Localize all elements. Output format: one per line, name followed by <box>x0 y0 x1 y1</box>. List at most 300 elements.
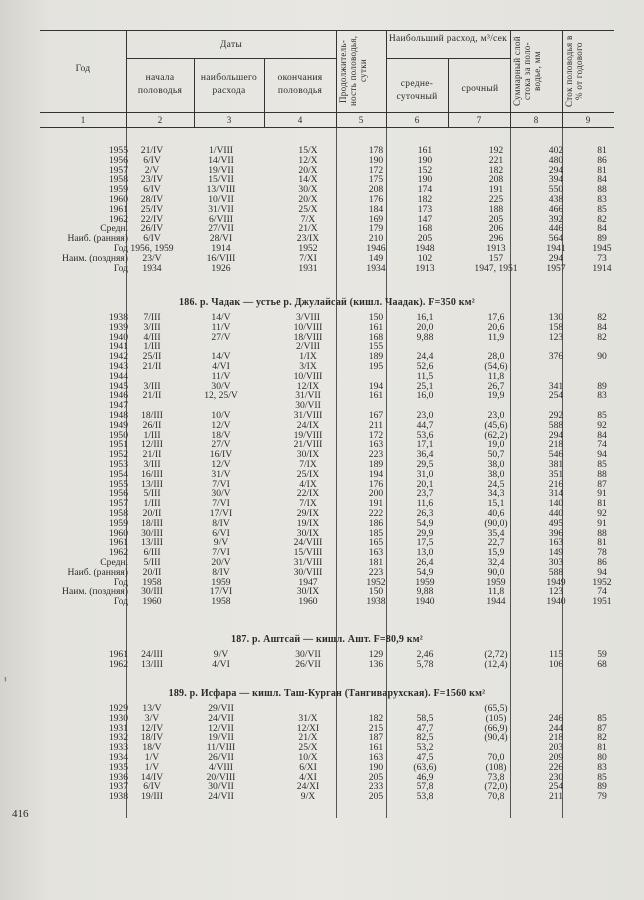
cell-daily-mean: 152 <box>417 164 433 176</box>
cell-peak-date: 12, 25/V <box>204 390 238 402</box>
cell-year: 1940 <box>108 331 128 343</box>
cell-instant: 70,0 <box>487 751 505 763</box>
cell-end-date: 12/X <box>298 154 318 166</box>
cell-daily-mean: 147 <box>417 213 433 225</box>
cell-duration: 190 <box>368 761 384 773</box>
cell-start-date: 6/IV <box>143 233 161 245</box>
cell-year: 1958 <box>108 174 128 186</box>
cell-duration: 1938 <box>366 596 386 608</box>
cell-daily-mean: 53,8 <box>416 791 434 803</box>
cell-peak-date: 6/VI <box>212 527 230 539</box>
cell-runoff: 466 <box>548 203 564 215</box>
header-peak: наибольшего расхода <box>200 73 258 96</box>
header-duration: Продолжитель-ность половодья, сутки <box>338 35 368 107</box>
cell-runoff: 381 <box>548 458 564 470</box>
cell-runoff: 294 <box>548 429 564 441</box>
cell-end-date: 30/VII <box>295 649 321 660</box>
cell-duration: 208 <box>368 184 384 196</box>
cell-start-date: 30/III <box>141 586 163 598</box>
cell-share: 86 <box>597 556 607 568</box>
cell-end-date: 31/X <box>298 712 318 724</box>
cell-share: 88 <box>597 184 607 196</box>
cell-year: 1962 <box>108 658 128 670</box>
cell-share: 88 <box>597 468 607 480</box>
cell-instant: (65,5) <box>484 703 508 714</box>
cell-instant: 22,7 <box>487 537 505 549</box>
cell-duration: 189 <box>368 458 384 470</box>
cell-year: 1955 <box>108 478 128 490</box>
cell-year: Наиб. (ранняя) <box>67 566 128 578</box>
cell-runoff: 158 <box>548 321 564 333</box>
cell-start-date: 21/II <box>142 360 162 372</box>
cell-end-date: 24/IX <box>296 419 320 431</box>
cell-year: 1961 <box>108 649 128 660</box>
cell-end-date: 4/IX <box>299 478 317 490</box>
cell-year: Наиб. (ранняя) <box>67 233 128 245</box>
cell-end-date: 19/IX <box>296 517 320 529</box>
cell-duration: 167 <box>368 409 384 421</box>
cell-daily-mean: 190 <box>417 174 433 186</box>
cell-runoff: 588 <box>548 419 564 431</box>
cell-daily-mean: 16,1 <box>416 312 434 323</box>
cell-peak-date: 27/VII <box>208 223 234 235</box>
section-title-isfara: 189. р. Исфара — кишл. Таш-Курган (Тангиварухская). F=1560 км² <box>168 688 486 699</box>
cell-year: Наим. (поздняя) <box>62 586 128 598</box>
cell-duration: 205 <box>368 771 384 783</box>
cell-end-date: 31/VIII <box>293 409 323 421</box>
block-1 <box>40 146 614 273</box>
cell-daily-mean: 11,6 <box>416 498 434 510</box>
cell-year: 1942 <box>108 351 128 363</box>
cell-instant: 34,3 <box>487 488 505 500</box>
cell-year: 1958 <box>108 507 128 519</box>
cell-share: 89 <box>597 233 607 245</box>
cell-runoff: 149 <box>548 547 564 559</box>
cell-runoff: 209 <box>548 751 564 763</box>
cell-instant: 40,6 <box>487 507 505 519</box>
cell-peak-date: 17/VI <box>209 507 233 519</box>
cell-share: 80 <box>597 751 607 763</box>
cell-year: 1932 <box>108 732 128 744</box>
cell-year: 1949 <box>108 419 128 431</box>
cell-share: 81 <box>597 164 607 176</box>
cell-daily-mean: 26,3 <box>416 507 434 519</box>
cell-runoff: 546 <box>548 449 564 461</box>
cell-duration: 150 <box>368 312 384 323</box>
cell-start-date: 25/IV <box>140 203 164 215</box>
cell-runoff: 402 <box>548 145 564 156</box>
cell-start-date: 21/II <box>142 390 162 402</box>
cell-runoff: 294 <box>548 164 564 176</box>
cell-instant: (62,2) <box>484 429 508 441</box>
cell-daily-mean: 82,5 <box>416 732 434 744</box>
cell-start-date: 1958 <box>142 576 162 588</box>
cell-end-date: 21/X <box>298 732 318 744</box>
cell-share: 94 <box>597 449 607 461</box>
section-title-chadak: 186. р. Чадак — устье р. Джулайсай (кишл. Чаадак). F=350 км² <box>179 297 475 308</box>
cell-share: 83 <box>597 193 607 205</box>
cell-duration: 1952 <box>366 576 386 588</box>
cell-duration: 165 <box>368 537 384 549</box>
cell-daily-mean: 44,7 <box>416 419 434 431</box>
cell-year: 1934 <box>108 751 128 763</box>
header-max-discharge: Наибольший расход, м³/сек <box>388 34 508 44</box>
cell-share: 73 <box>597 252 607 264</box>
cell-end-date: 1960 <box>298 596 318 608</box>
cell-year: 1945 <box>108 380 128 392</box>
cell-daily-mean: 29,5 <box>416 458 434 470</box>
cell-peak-date: 11/V <box>211 321 231 333</box>
cell-year: 1961 <box>108 537 128 549</box>
cell-daily-mean: 54,9 <box>416 566 434 578</box>
cell-share: 91 <box>597 517 607 529</box>
cell-start-date: 13/III <box>141 478 163 490</box>
cell-duration: 190 <box>368 154 384 166</box>
cell-peak-date: 12/V <box>211 458 231 470</box>
cell-peak-date: 14/VII <box>208 154 234 166</box>
cell-end-date: 1947 <box>298 576 318 588</box>
header-flood-share: Сток половодья в % от годового <box>564 35 584 107</box>
cell-peak-date: 15/VII <box>208 174 234 186</box>
cell-duration: 163 <box>368 547 384 559</box>
cell-start-date: 3/III <box>143 321 161 333</box>
cell-duration: 1934 <box>366 262 386 274</box>
cell-end-date: 10/X <box>298 751 318 763</box>
cell-instant: 38,0 <box>487 468 505 480</box>
cell-start-date: 5/III <box>143 488 161 500</box>
cell-duration: 161 <box>368 742 384 754</box>
header-total-runoff: Суммарный слой стока за поло-водье, мм <box>512 36 542 106</box>
cell-end-date: 20/X <box>298 164 318 176</box>
table-row <box>40 660 614 670</box>
table-row <box>40 597 614 607</box>
cell-daily-mean: 17,1 <box>416 439 434 451</box>
cell-peak-date: 10/V <box>211 409 231 421</box>
cell-duration: 150 <box>368 586 384 598</box>
cell-duration: 189 <box>368 351 384 363</box>
cell-runoff: 1957 <box>546 262 566 274</box>
cell-share: 84 <box>597 321 607 333</box>
cell-peak-date: 16/VIII <box>206 252 236 264</box>
cell-runoff: 314 <box>548 488 564 500</box>
cell-start-date: 3/III <box>143 458 161 470</box>
cell-daily-mean: 190 <box>417 154 433 166</box>
cell-peak-date: 4/VIII <box>209 761 233 773</box>
cell-year: 1935 <box>108 761 128 773</box>
cell-year: 1948 <box>108 409 128 421</box>
cell-year: 1962 <box>108 213 128 225</box>
cell-runoff: 495 <box>548 517 564 529</box>
cell-year: 1953 <box>108 458 128 470</box>
cell-start-date: 21/IV <box>140 145 164 156</box>
cell-duration: 200 <box>368 488 384 500</box>
cell-share: 82 <box>597 732 607 744</box>
cell-peak-date: 24/VII <box>208 791 234 803</box>
table-row <box>40 792 614 802</box>
cell-start-date: 6/III <box>143 547 161 559</box>
cell-peak-date: 13/VIII <box>206 184 236 196</box>
cell-peak-date: 7/VI <box>212 478 230 490</box>
cell-instant: 19,9 <box>487 390 505 402</box>
cell-runoff: 106 <box>548 658 564 670</box>
cell-instant: (90,0) <box>484 517 508 529</box>
cell-start-date: 20/II <box>142 507 162 519</box>
cell-peak-date: 18/V <box>211 429 231 441</box>
cell-duration: 176 <box>368 193 384 205</box>
cell-instant: 19,0 <box>487 439 505 451</box>
cell-duration: 187 <box>368 732 384 744</box>
cell-end-date: 9/X <box>300 791 316 803</box>
cell-runoff: 294 <box>548 252 564 264</box>
cell-peak-date: 9/V <box>213 537 229 549</box>
cell-share: 83 <box>597 761 607 773</box>
cell-peak-date: 30/V <box>211 380 231 392</box>
cell-peak-date: 16/IV <box>209 449 233 461</box>
cell-runoff: 163 <box>548 537 564 549</box>
cell-instant: 38,0 <box>487 458 505 470</box>
col-number: 2 <box>157 115 163 125</box>
cell-end-date: 22/IX <box>296 488 320 500</box>
cell-duration: 161 <box>368 321 384 333</box>
col-number: 6 <box>414 115 420 125</box>
cell-instant: 11,9 <box>487 331 505 343</box>
cell-share: 68 <box>597 658 607 670</box>
cell-instant: (54,6) <box>484 360 508 372</box>
cell-instant: 1944 <box>486 596 506 608</box>
header-start: начала половодья <box>137 73 183 96</box>
cell-duration: 211 <box>368 419 384 431</box>
cell-peak-date: 11/V <box>211 370 231 382</box>
cell-daily-mean: 161 <box>417 145 433 156</box>
cell-end-date: 25/X <box>298 203 318 215</box>
cell-instant: 1947, 1951 <box>474 262 518 274</box>
cell-year: 1962 <box>108 547 128 559</box>
cell-peak-date: 8/IV <box>212 517 230 529</box>
cell-peak-date: 28/VI <box>209 233 233 245</box>
cell-runoff: 550 <box>548 184 564 196</box>
cell-peak-date: 7/VI <box>212 547 230 559</box>
cell-share: 87 <box>597 722 607 734</box>
cell-year: 1931 <box>108 722 128 734</box>
cell-daily-mean: 173 <box>417 203 433 215</box>
cell-end-date: 21/VIII <box>293 439 323 451</box>
cell-share: 92 <box>597 419 607 431</box>
cell-peak-date: 30/V <box>211 488 231 500</box>
cell-end-date: 10/VIII <box>293 321 323 333</box>
cell-year: Год <box>113 262 128 274</box>
cell-start-date: 13/V <box>142 703 162 714</box>
cell-runoff: 130 <box>548 312 564 323</box>
cell-end-date: 2/VIII <box>296 341 320 353</box>
header-daily-mean: средне-суточный <box>396 79 438 102</box>
cell-start-date: 24/III <box>141 649 163 660</box>
cell-peak-date: 4/VI <box>212 658 230 670</box>
cell-end-date: 20/X <box>298 193 318 205</box>
cell-start-date: 1956, 1959 <box>130 242 174 254</box>
cell-year: Год <box>113 242 128 254</box>
cell-peak-date: 1914 <box>211 242 231 254</box>
col-number: 7 <box>476 115 482 125</box>
cell-instant: 35,4 <box>487 527 505 539</box>
cell-runoff: 246 <box>548 712 564 724</box>
cell-end-date: 7/XI <box>299 252 317 264</box>
cell-peak-date: 31/V <box>211 468 231 480</box>
cell-share: 1951 <box>592 596 612 608</box>
cell-peak-date: 7/VI <box>212 498 230 510</box>
cell-runoff: 303 <box>548 556 564 568</box>
cell-end-date: 30/IX <box>296 449 320 461</box>
cell-year: 1956 <box>108 488 128 500</box>
cell-runoff: 254 <box>548 390 564 402</box>
cell-share: 81 <box>597 742 607 754</box>
cell-end-date: 23/IX <box>296 233 320 245</box>
cell-instant: (45,6) <box>484 419 508 431</box>
cell-runoff: 564 <box>548 233 564 245</box>
cell-year: 1936 <box>108 771 128 783</box>
cell-instant: 221 <box>488 154 504 166</box>
cell-instant: 26,7 <box>487 380 505 392</box>
block-3 <box>40 650 614 670</box>
cell-start-date: 3/V <box>144 712 160 724</box>
cell-share: 84 <box>597 223 607 235</box>
cell-instant: 1959 <box>486 576 506 588</box>
cell-duration: 163 <box>368 751 384 763</box>
cell-runoff: 211 <box>548 791 564 803</box>
cell-daily-mean: 26,4 <box>416 556 434 568</box>
cell-end-date: 29/IX <box>296 507 320 519</box>
cell-instant: 32,4 <box>487 556 505 568</box>
cell-year: 1938 <box>108 312 128 323</box>
cell-daily-mean: 54,9 <box>416 517 434 529</box>
cell-end-date: 24/XI <box>296 781 320 793</box>
cell-start-date: 28/IV <box>140 193 164 205</box>
cell-peak-date: 6/VIII <box>209 213 233 225</box>
cell-start-date: 2/V <box>144 164 160 176</box>
col-number: 1 <box>80 115 86 125</box>
cell-runoff: 351 <box>548 468 564 480</box>
cell-share: 81 <box>597 498 607 510</box>
cell-share: 74 <box>597 439 607 451</box>
cell-daily-mean: 9,88 <box>416 331 434 343</box>
cell-peak-date: 27/V <box>211 331 231 343</box>
cell-start-date: 26/IV <box>140 223 164 235</box>
cell-end-date: 12/IX <box>296 380 320 392</box>
table-row <box>40 264 614 274</box>
cell-end-date: 1931 <box>298 262 318 274</box>
cell-end-date: 30/VIII <box>293 566 323 578</box>
cell-start-date: 20/II <box>142 566 162 578</box>
cell-runoff: 218 <box>548 439 564 451</box>
cell-daily-mean: 1940 <box>415 596 435 608</box>
cell-year: 1957 <box>108 498 128 510</box>
cell-share: 82 <box>597 213 607 225</box>
cell-runoff: 394 <box>548 174 564 186</box>
cell-daily-mean: 47,5 <box>416 751 434 763</box>
cell-start-date: 13/III <box>141 537 163 549</box>
block-4 <box>40 704 614 802</box>
cell-year: 1952 <box>108 449 128 461</box>
cell-year: 1943 <box>108 360 128 372</box>
header-instant: срочный <box>461 84 499 94</box>
cell-year: 1959 <box>108 517 128 529</box>
cell-duration: 185 <box>368 527 384 539</box>
cell-share: 81 <box>597 145 607 156</box>
cell-peak-date: 19/VII <box>208 164 234 176</box>
cell-year: 1930 <box>108 712 128 724</box>
cell-end-date: 31/VIII <box>293 556 323 568</box>
cell-instant: (108) <box>485 761 507 773</box>
cell-end-date: 30/IX <box>296 527 320 539</box>
cell-share: 90 <box>597 351 607 363</box>
cell-start-date: 23/V <box>142 252 162 264</box>
cell-year: 1951 <box>108 439 128 451</box>
cell-duration: 223 <box>368 566 384 578</box>
cell-start-date: 6/IV <box>143 184 161 196</box>
cell-daily-mean: 31,0 <box>416 468 434 480</box>
cell-peak-date: 24/VII <box>208 712 234 724</box>
cell-runoff: 1940 <box>546 596 566 608</box>
cell-duration: 161 <box>368 390 384 402</box>
cell-daily-mean: 23,7 <box>416 488 434 500</box>
col-divider <box>510 30 511 128</box>
cell-start-date: 1/V <box>144 761 160 773</box>
cell-duration: 136 <box>368 658 384 670</box>
cell-runoff: 588 <box>548 566 564 578</box>
cell-instant: 1913 <box>486 242 506 254</box>
cell-duration: 176 <box>368 478 384 490</box>
cell-start-date: 6/IV <box>143 154 161 166</box>
cell-start-date: 18/IV <box>140 732 164 744</box>
cell-runoff: 376 <box>548 351 564 363</box>
table-header <box>40 30 614 128</box>
cell-year: 1944 <box>108 370 128 382</box>
cell-instant: 15,1 <box>487 498 505 510</box>
cell-instant: 20,6 <box>487 321 505 333</box>
cell-daily-mean: 2,46 <box>416 649 434 660</box>
header-end: окончания половодья <box>277 73 323 96</box>
cell-end-date: 19/VIII <box>293 429 323 441</box>
cell-start-date: 4/III <box>143 331 161 343</box>
cell-end-date: 6/XI <box>299 761 317 773</box>
cell-start-date: 12/III <box>141 439 163 451</box>
cell-share: 88 <box>597 527 607 539</box>
cell-instant: 28,0 <box>487 351 505 363</box>
cell-duration: 1946 <box>366 242 386 254</box>
cell-end-date: 25/IX <box>296 468 320 480</box>
cell-share: 82 <box>597 312 607 323</box>
cell-daily-mean: 1913 <box>415 262 435 274</box>
cell-share: 78 <box>597 547 607 559</box>
cell-runoff: 115 <box>548 649 564 660</box>
cell-daily-mean: 52,6 <box>416 360 434 372</box>
cell-daily-mean: 205 <box>417 233 433 245</box>
cell-daily-mean: 1948 <box>415 242 435 254</box>
cell-peak-date: 8/IV <box>212 566 230 578</box>
cell-peak-date: 19/VII <box>208 732 234 744</box>
cell-daily-mean: 36,4 <box>416 449 434 461</box>
cell-duration: 168 <box>368 331 384 343</box>
cell-end-date: 15/X <box>298 145 318 156</box>
cell-peak-date: 27/V <box>211 439 231 451</box>
cell-peak-date: 20/V <box>211 556 231 568</box>
cell-daily-mean: 24,4 <box>416 351 434 363</box>
cell-peak-date: 1/VIII <box>209 145 233 156</box>
cell-end-date: 10/VIII <box>293 370 323 382</box>
cell-daily-mean: 182 <box>417 193 433 205</box>
cell-runoff: 341 <box>548 380 564 392</box>
cell-share: 94 <box>597 566 607 578</box>
cell-instant: 225 <box>488 193 504 205</box>
